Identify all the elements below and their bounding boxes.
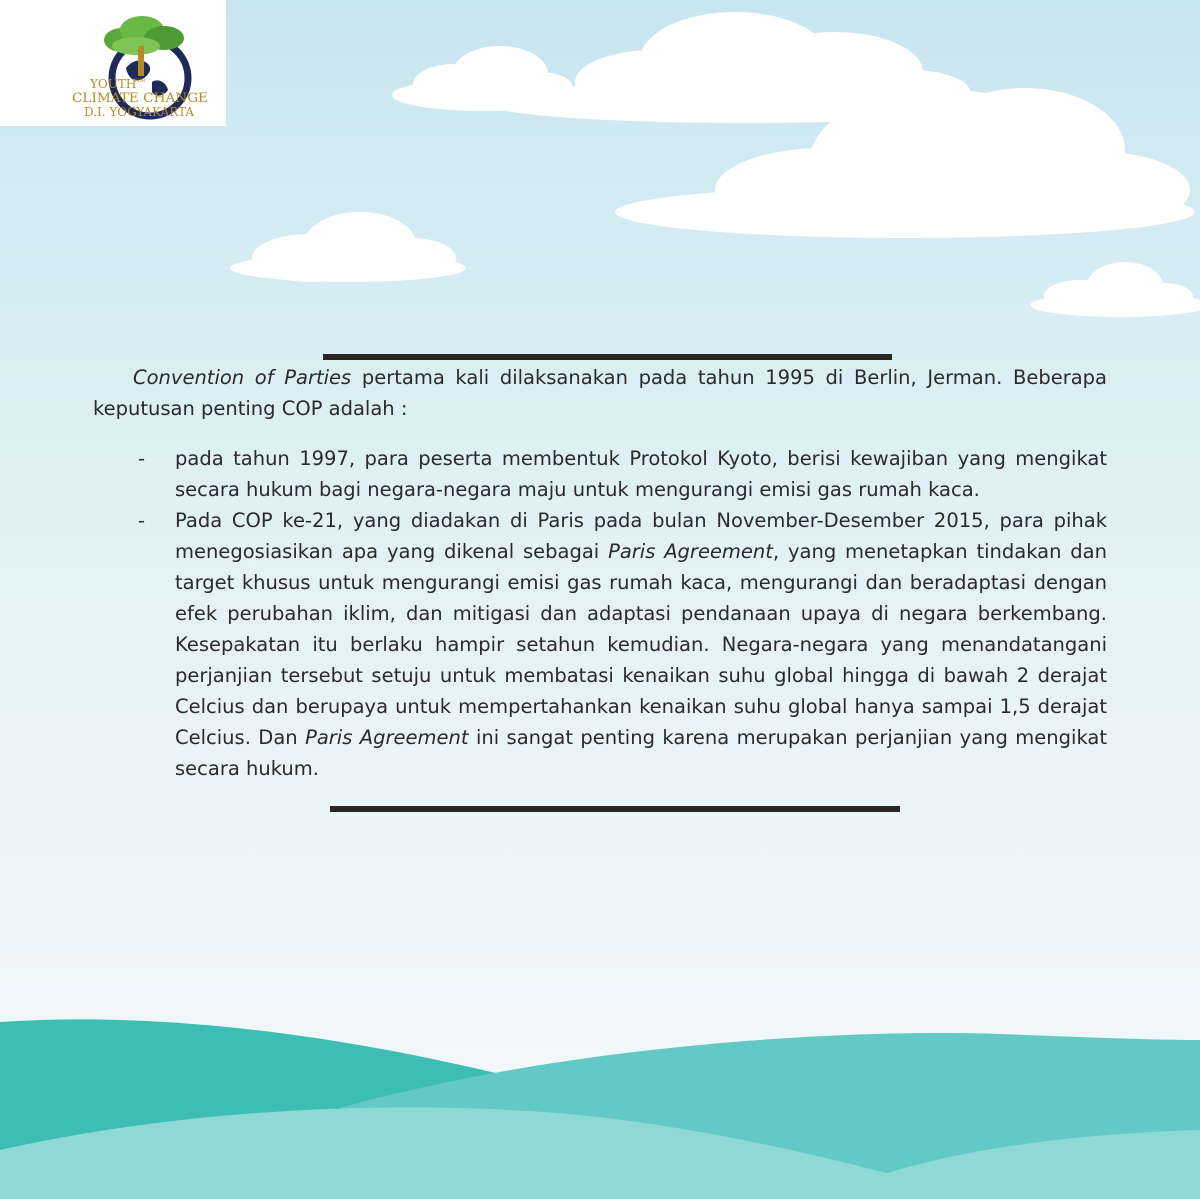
logo-text-for: FOR bbox=[134, 78, 146, 84]
logo-text-yogyakarta: D.I. YOGYAKARTA bbox=[84, 105, 195, 119]
intro-text: pertama kali dilaksanakan pada tahun 1995 di Berlin, Jerman. Beberapa keputusan penting COP adalah : bbox=[93, 366, 1107, 420]
bullet-dash: - bbox=[138, 447, 146, 470]
intro-paragraph bbox=[93, 362, 1107, 424]
bullet-dash: - bbox=[138, 509, 146, 532]
divider-top bbox=[323, 354, 892, 360]
body-text bbox=[93, 362, 1107, 784]
intro-italic-lead: Convention of Parties bbox=[133, 366, 352, 389]
cloud-lower-right bbox=[1030, 262, 1200, 317]
bullet-list bbox=[93, 443, 1107, 784]
bullet-item-paris bbox=[93, 505, 1107, 784]
bullet-text-paris-part1: Pada COP ke-21, yang diadakan di Paris pada bulan November-Desember 2015, para pihak menegosiasikan apa yang dikenal sebagai bbox=[175, 509, 1107, 563]
bullet-text-paris-part3: ini sangat penting karena merupakan perjanjian yang mengikat secara hukum. bbox=[175, 726, 1107, 780]
logo-text-climate-change: CLIMATE CHANGE bbox=[72, 91, 208, 106]
logo-text-youth: YOUTH bbox=[90, 77, 137, 91]
bullet-italic-paris-agreement-2: Paris Agreement bbox=[305, 726, 469, 749]
divider-bottom bbox=[330, 806, 900, 812]
cloud-middle-left bbox=[230, 212, 466, 282]
bullet-italic-paris-agreement: Paris Agreement bbox=[608, 540, 773, 563]
organization-logo bbox=[70, 8, 210, 120]
cloud-top-left bbox=[392, 46, 572, 111]
bullet-item-kyoto bbox=[93, 443, 1107, 505]
bullet-text-kyoto: pada tahun 1997, para peserta membentuk Protokol Kyoto, berisi kewajiban yang mengikat secara hukum bagi negara-negara maju untuk mengurangi emisi gas rumah kaca. bbox=[175, 447, 1107, 501]
logo-container bbox=[0, 0, 226, 126]
bullet-text-paris-part2: , yang menetapkan tindakan dan target khusus untuk mengurangi emisi gas rumah kaca, mengurangi dan beradaptasi dengan efek perubahan iklim, dan mitigasi dan adaptasi pendanaan upaya di negara berkembang. Kesepakatan itu berlaku hampir setahun kemudian. Negara-negara yang menandatangani perjanjian tersebut setuju untuk membatasi kenaikan suhu global hingga di bawah 2 derajat Celcius dan berupaya untuk mempertahankan kenaikan suhu global hanya sampai 1,5 derajat Celcius. Dan bbox=[175, 540, 1107, 749]
